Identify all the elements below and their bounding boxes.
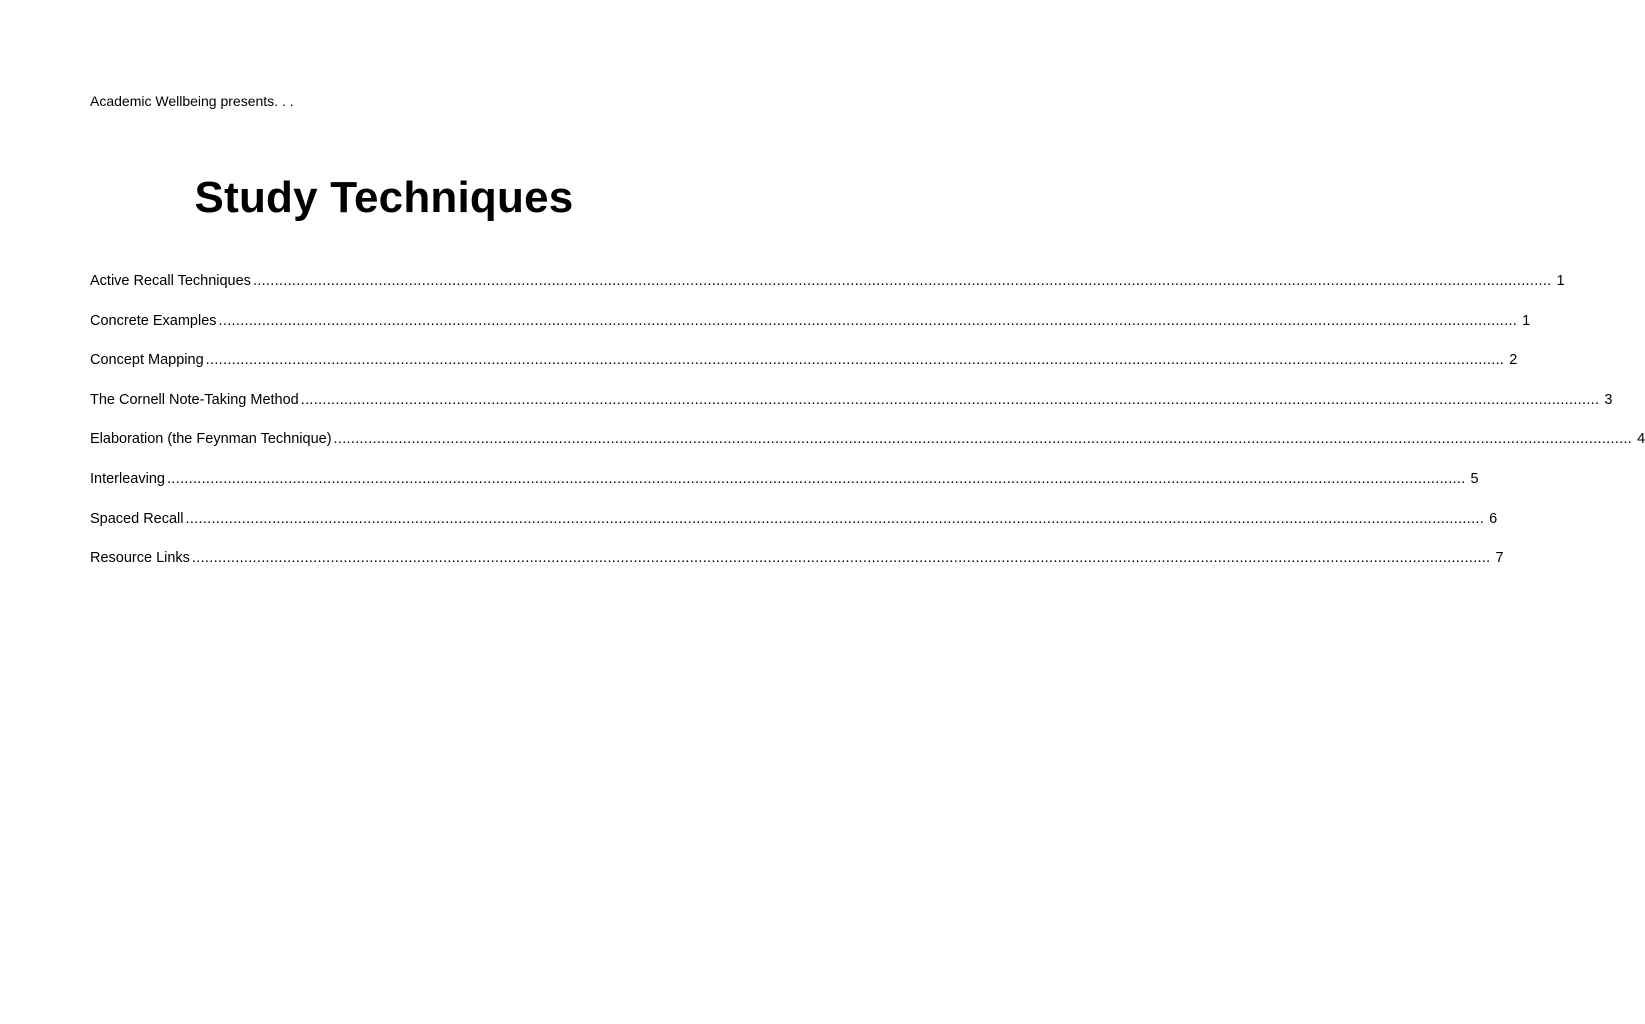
toc-page-number: 7: [1495, 550, 1504, 567]
toc-entry-label: The Cornell Note-Taking Method: [90, 391, 299, 408]
toc-entry-label: Concrete Examples: [90, 312, 217, 329]
toc-dot-leader: ............................................................................................................................................................................................................................................................................................................: [218, 312, 1518, 329]
toc-page-number: 3: [1604, 391, 1613, 408]
document-title: Study Techniques: [194, 173, 574, 222]
toc-page-number: 5: [1470, 470, 1479, 487]
toc-entry[interactable]: [90, 389, 1613, 429]
toc-page-number: 1: [1522, 312, 1531, 329]
toc-entry-label: Concept Mapping: [90, 352, 204, 369]
presenter-line: Academic Wellbeing presents. . .: [90, 93, 294, 109]
toc-entry-label: Elaboration (the Feynman Technique): [90, 431, 332, 448]
toc-entry[interactable]: [90, 310, 1531, 350]
toc-page-number: 1: [1556, 273, 1565, 289]
toc-dot-leader: ............................................................................................................................................................................................................................................................................................................: [185, 510, 1485, 527]
toc-page-number: 4: [1637, 431, 1645, 448]
toc-entry[interactable]: [90, 428, 1645, 468]
toc-entry[interactable]: [90, 349, 1518, 389]
toc-entry-label: Resource Links: [90, 550, 190, 567]
toc-page-number: 6: [1489, 510, 1498, 527]
toc-dot-leader: ............................................................................................................................................................................................................................................................................................................: [191, 550, 1491, 567]
toc-dot-leader: ............................................................................................................................................................................................................................................................................................................: [205, 352, 1505, 369]
toc-page-number: 2: [1509, 352, 1518, 369]
table-of-contents: [90, 270, 1645, 587]
toc-dot-leader: ............................................................................................................................................................................................................................................................................................................: [252, 273, 1552, 289]
toc-entry[interactable]: [90, 508, 1498, 548]
toc-entry[interactable]: [90, 547, 1504, 587]
toc-dot-leader: ............................................................................................................................................................................................................................................................................................................: [166, 470, 1466, 487]
toc-entry[interactable]: [90, 468, 1479, 508]
toc-entry-label: Interleaving: [90, 470, 165, 487]
toc-entry-label: Spaced Recall: [90, 510, 184, 527]
toc-dot-leader: ............................................................................................................................................................................................................................................................................................................: [300, 391, 1600, 408]
toc-dot-leader: ............................................................................................................................................................................................................................................................................................................: [333, 431, 1633, 448]
toc-entry[interactable]: [90, 270, 1565, 310]
toc-entry-label: Active Recall Techniques: [90, 273, 251, 289]
